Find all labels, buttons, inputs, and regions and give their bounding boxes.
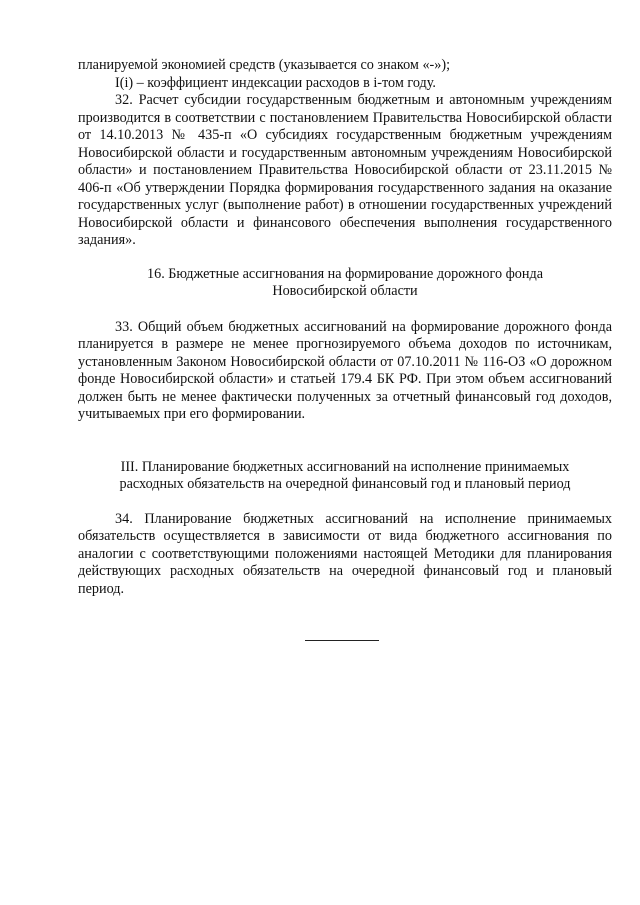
text-line-savings: планируемой экономией средств (указывается со знаком «-»); — [78, 57, 451, 73]
section-16-heading-line2: Новосибирской области — [272, 283, 418, 299]
paragraph-32: 32. Расчет субсидии государственным бюджетным и автономным учреждениям производится в соответствии с постановлением Правительства Новосибирской области от 14.10.2013 № 435-п «О субсидиях государственным бюджетным учреждениям Новосибирской области и государственным автономным учреждениям Новосибирской области» и постановлением Правительства Новосибирской области от 23.11.2015 № 406-п «Об утверждении Порядка формирования государственного задания на оказание государственных услуг (выполнение работ) в отношении государственных учреждений Новосибирской области и финансового обеспечения выполнения государственного задания». — [78, 92, 612, 248]
text-line-indexation: I(i) – коэффициент индексации расходов в i-том году. — [115, 74, 436, 91]
end-separator-line — [305, 640, 379, 641]
paragraph-34: 34. Планирование бюджетных ассигнований на исполнение принимаемых обязательств осуществляется в зависимости от вида бюджетного ассигнования по аналогии с соответствующими положениями настоящей Методики для планирования действующих расходных обязательств на очередной финансовый год и плановый период. — [78, 510, 612, 597]
section-III-heading — [78, 459, 612, 494]
section-III-heading-line1: III. Планирование бюджетных ассигнований на исполнение принимаемых — [120, 458, 570, 475]
section-16-heading — [78, 266, 612, 301]
section-16-heading-line1: 16. Бюджетные ассигнования на формирование дорожного фонда — [147, 265, 543, 282]
section-III-heading-line2: расходных обязательств на очередной финансовый год и плановый период — [119, 476, 571, 492]
document-page — [78, 57, 612, 641]
paragraph-33: 33. Общий объем бюджетных ассигнований на формирование дорожного фонда планируется в размере не менее прогнозируемого объема доходов по источникам, установленным Законом Новосибирской области от 07.10.2011 № 116-ОЗ «О дорожном фонде Новосибирской области» и статьей 179.4 БК РФ. При этом объем ассигнований должен быть не менее фактически полученных за отчетный финансовый год доходов, учитываемых при его формировании. — [78, 318, 612, 422]
